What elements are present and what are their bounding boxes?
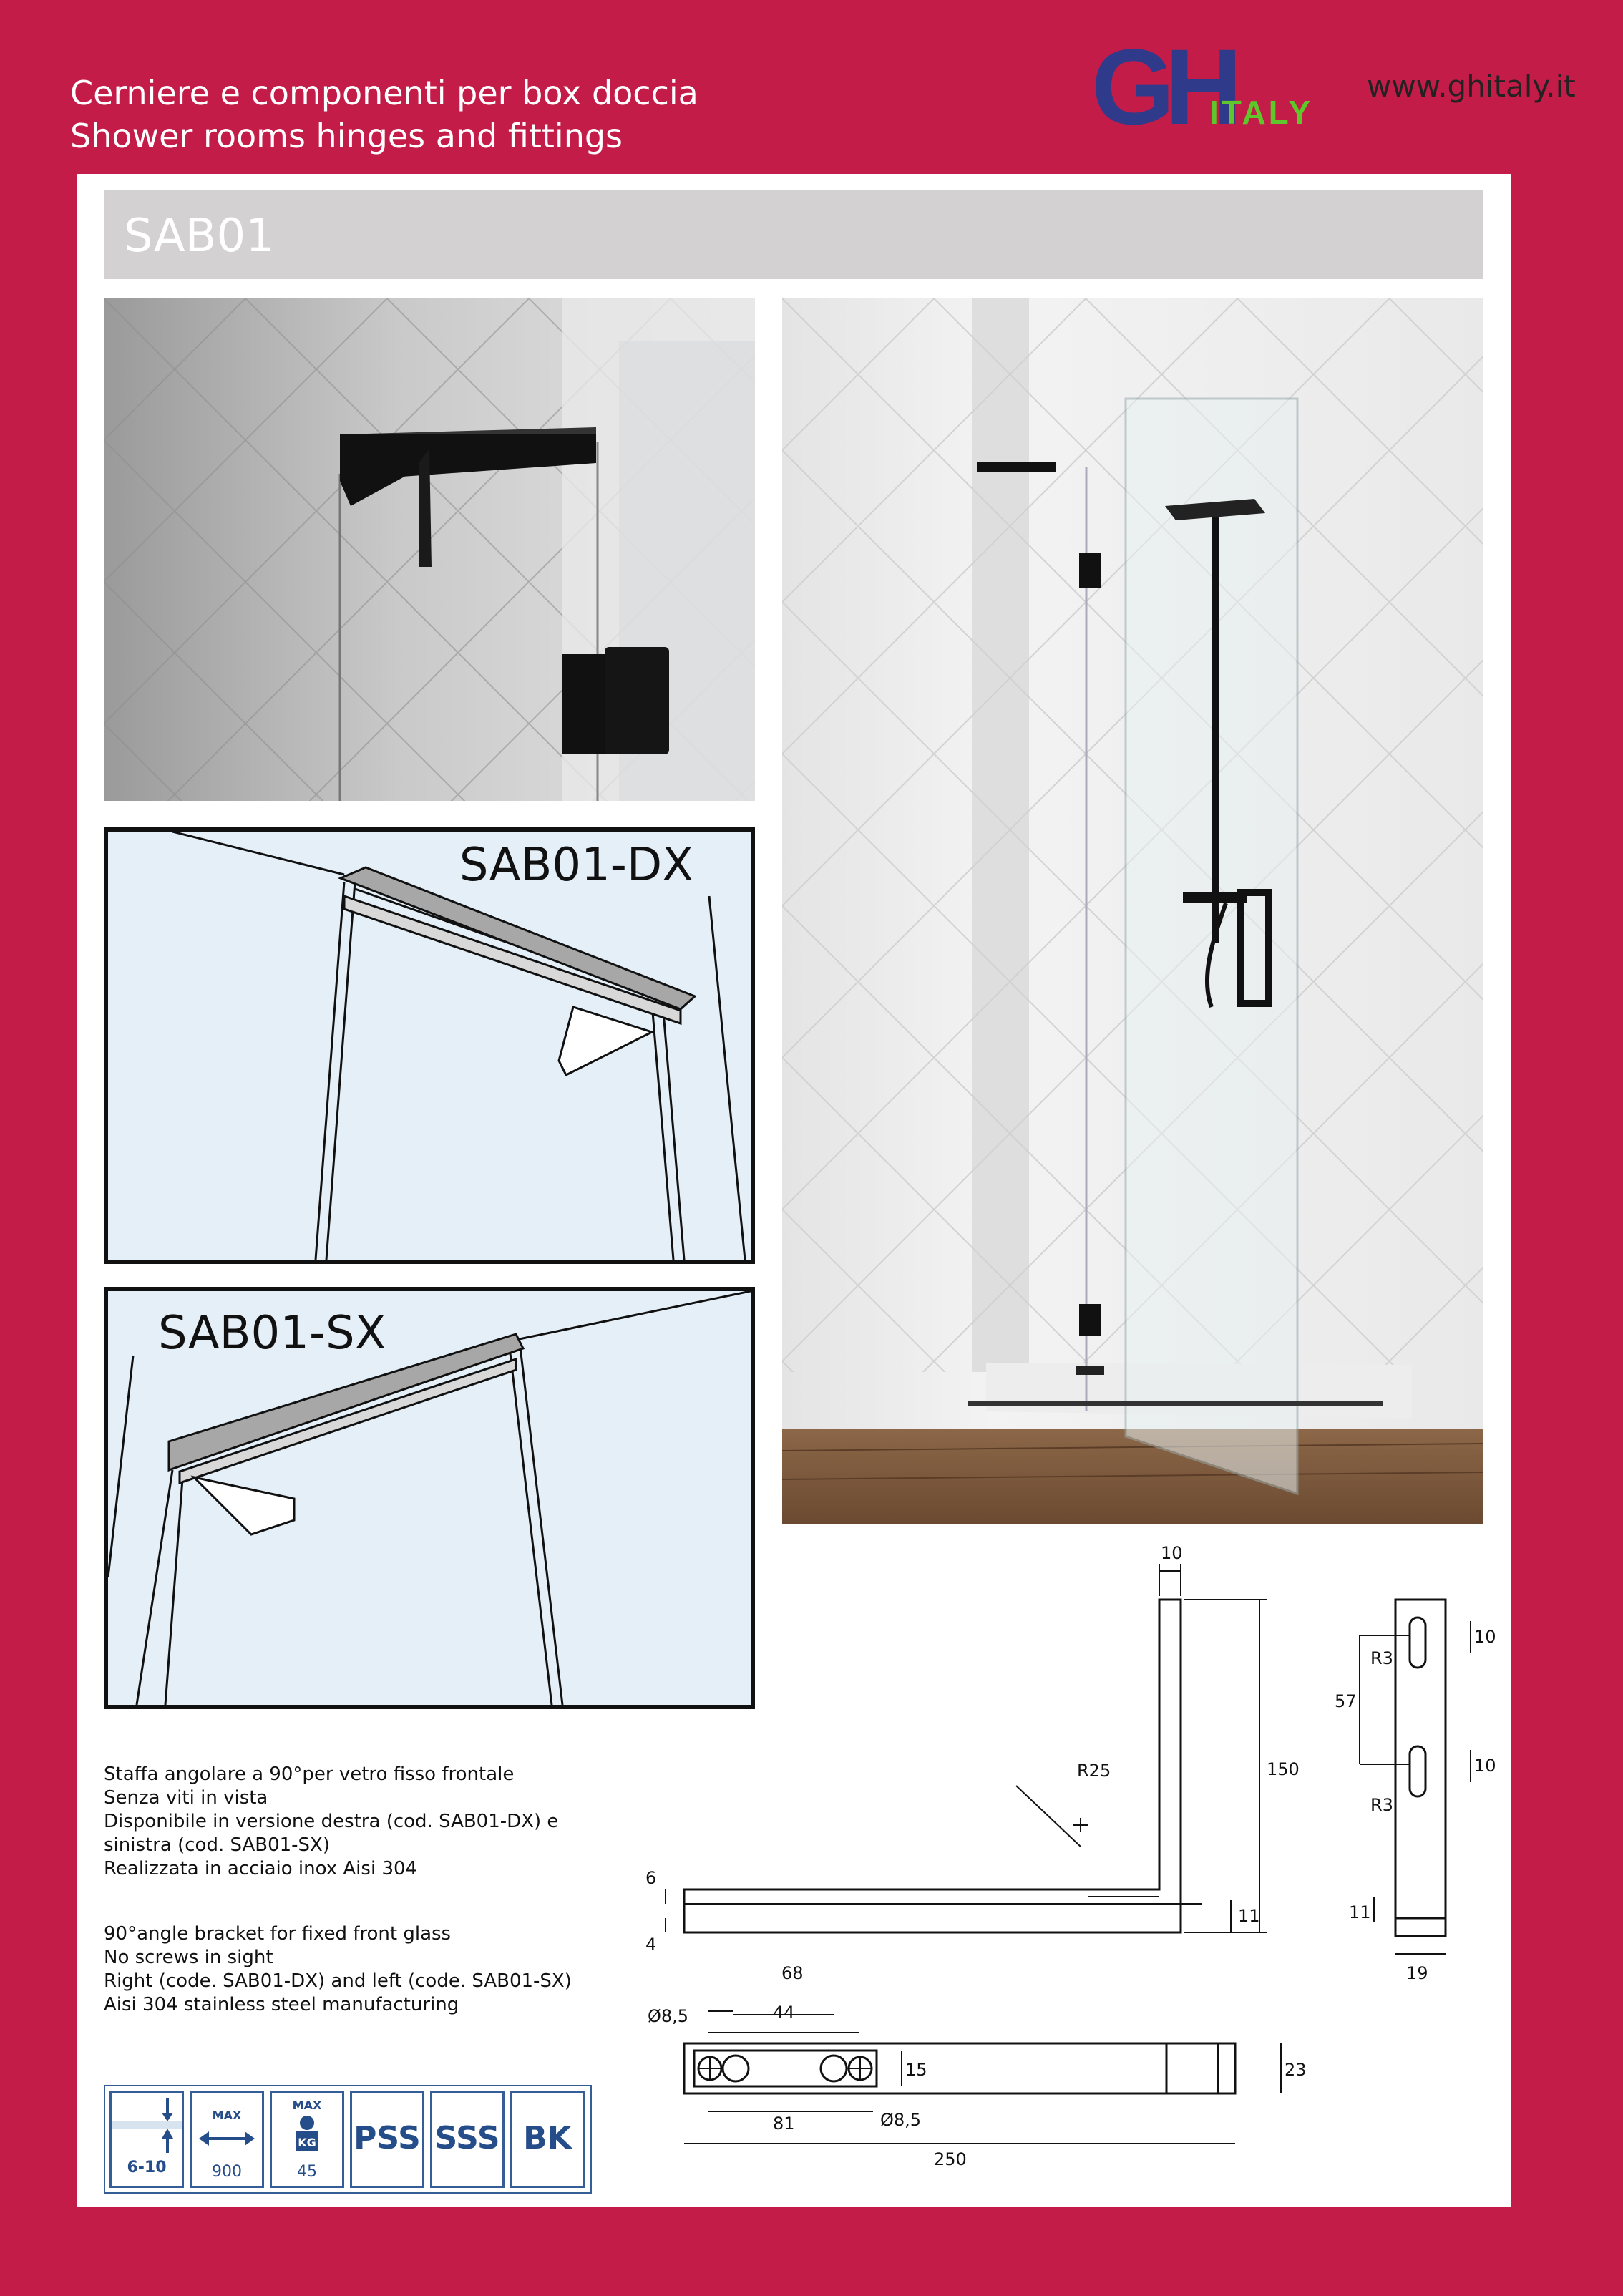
logo-italy-text: ITALY: [1209, 94, 1314, 131]
dim-81: 81: [773, 2113, 795, 2134]
weight-unit: KG: [298, 2136, 316, 2149]
bracket-closeup-photo: [104, 298, 755, 801]
technical-drawing: [630, 1539, 1503, 2169]
finish-sss-label: SSS: [434, 2120, 500, 2156]
finish-bk-label: BK: [523, 2120, 572, 2156]
diagram-sab01-dx: [104, 827, 755, 1264]
glass-thickness-icon: [112, 2096, 182, 2153]
website-link[interactable]: www.ghitaly.it: [1367, 69, 1576, 104]
dim-23: 23: [1285, 2060, 1307, 2080]
header-title-italian: Cerniere e componenti per box doccia: [70, 74, 698, 112]
label-sab01-dx: SAB01-DX: [459, 839, 693, 892]
width-arrow-icon: [192, 2124, 262, 2153]
badge-finish-sss: [430, 2091, 505, 2188]
header-title-english: Shower rooms hinges and fittings: [70, 117, 623, 155]
dim-side-10-a: 10: [1474, 1627, 1496, 1647]
max-width-value: 900: [212, 2163, 242, 2181]
desc-en-line: Aisi 304 stainless steel manufacturing: [104, 1994, 459, 2015]
dim-r25: R25: [1077, 1761, 1111, 1781]
dim-11: 11: [1238, 1906, 1260, 1926]
desc-it-line: Realizzata in acciaio inox Aisi 304: [104, 1858, 418, 1879]
max-width-label: MAX: [212, 2108, 242, 2122]
finish-pss-label: PSS: [354, 2120, 421, 2156]
dim-19: 19: [1406, 1963, 1428, 1983]
desc-it-line: Staffa angolare a 90°per vetro fisso frontale: [104, 1764, 515, 1785]
product-code: SAB01: [124, 210, 275, 263]
dim-r3-b: R3: [1370, 1795, 1393, 1815]
header-title: [70, 72, 698, 157]
desc-en-line: 90°angle bracket for fixed front glass: [104, 1923, 452, 1945]
dim-10-top: 10: [1161, 1543, 1183, 1563]
badge-max-weight: [270, 2091, 344, 2188]
dim-diameter-b: Ø8,5: [880, 2110, 922, 2130]
badge-finish-bk: [510, 2091, 585, 2188]
shower-room-photo: [782, 298, 1483, 1524]
description-english: [104, 1922, 572, 2017]
logo-gh-text: GH: [1091, 39, 1232, 132]
desc-it-line: sinistra (cod. SAB01-SX): [104, 1834, 331, 1856]
dim-15: 15: [905, 2060, 927, 2080]
dim-150: 150: [1267, 1759, 1300, 1779]
dim-4: 4: [645, 1935, 657, 1955]
dim-250: 250: [934, 2149, 967, 2169]
dim-6: 6: [645, 1868, 657, 1888]
badge-finish-pss: [350, 2091, 424, 2188]
spec-badges: [104, 2085, 592, 2194]
label-sab01-sx: SAB01-SX: [158, 1307, 386, 1360]
desc-en-line: No screws in sight: [104, 1947, 273, 1968]
badge-max-width: [190, 2091, 264, 2188]
badge-glass-thickness: [109, 2091, 184, 2188]
desc-it-line: Senza viti in vista: [104, 1787, 268, 1809]
desc-en-line: Right (code. SAB01-DX) and left (code. SAB01-SX): [104, 1970, 572, 1992]
dim-diameter-a: Ø8,5: [648, 2006, 689, 2026]
desc-it-line: Disponibile in versione destra (cod. SAB01-DX) e: [104, 1811, 559, 1832]
max-weight-value: 45: [297, 2163, 317, 2181]
description-italian: [104, 1763, 558, 1881]
dim-57: 57: [1335, 1691, 1357, 1711]
dim-side-10-b: 10: [1474, 1756, 1496, 1776]
dim-68: 68: [781, 1963, 804, 1983]
dim-side-11: 11: [1349, 1902, 1371, 1922]
dim-44: 44: [773, 2003, 795, 2023]
gh-italy-logo: [1091, 39, 1349, 132]
product-title-bar: [104, 190, 1483, 279]
dim-r3-a: R3: [1370, 1648, 1393, 1668]
max-weight-label: MAX: [292, 2098, 322, 2112]
glass-thickness-value: 6-10: [127, 2159, 167, 2176]
